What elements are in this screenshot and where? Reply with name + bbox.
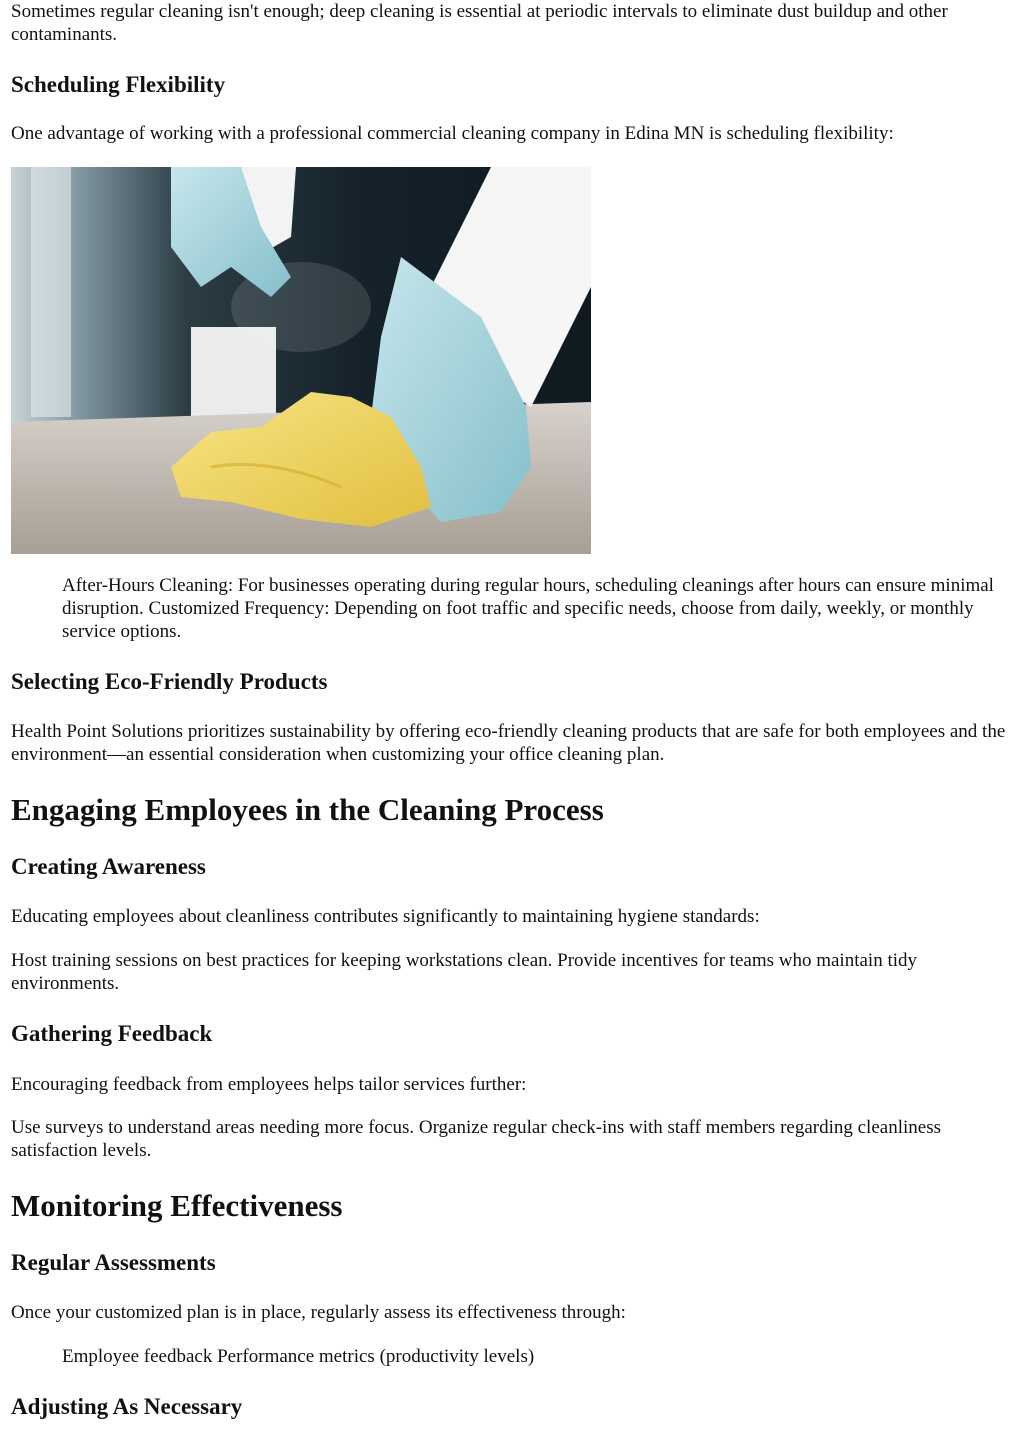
awareness-list: Host training sessions on best practices for keeping workstations clean. Provide incentives for teams who maintain tidy environments. bbox=[11, 950, 917, 994]
scheduling-heading: Scheduling Flexibility bbox=[11, 72, 226, 97]
assessments-heading: Regular Assessments bbox=[11, 1250, 216, 1275]
monitoring-heading: Monitoring Effectiveness bbox=[11, 1188, 343, 1223]
awareness-paragraph: Educating employees about cleanliness contributes significantly to maintaining hygiene standards: bbox=[11, 906, 760, 927]
cleaning-photo-illustration bbox=[11, 167, 591, 554]
eco-heading: Selecting Eco-Friendly Products bbox=[11, 669, 328, 694]
engaging-heading: Engaging Employees in the Cleaning Process bbox=[11, 792, 604, 827]
scheduling-paragraph: One advantage of working with a professional commercial cleaning company in Edina MN is scheduling flexibility: bbox=[11, 123, 894, 144]
feedback-heading: Gathering Feedback bbox=[11, 1021, 213, 1046]
intro-paragraph: Sometimes regular cleaning isn't enough; deep cleaning is essential at periodic intervals to eliminate dust buildup and other contaminants. bbox=[11, 1, 948, 45]
feedback-paragraph: Encouraging feedback from employees helps tailor services further: bbox=[11, 1074, 527, 1095]
awareness-heading: Creating Awareness bbox=[11, 854, 206, 879]
feedback-list: Use surveys to understand areas needing more focus. Organize regular check-ins with staff members regarding cleanliness satisfaction levels. bbox=[11, 1117, 941, 1161]
scheduling-list: After-Hours Cleaning: For businesses operating during regular hours, scheduling cleanings after hours can ensure minimal disruption. Customized Frequency: Depending on foot traffic and specific needs, choose from daily, weekly, or monthly service options. bbox=[62, 575, 994, 642]
cleaning-photo bbox=[11, 167, 591, 554]
eco-paragraph: Health Point Solutions prioritizes sustainability by offering eco-friendly cleaning products that are safe for both employees and the environment—an essential consideration when customizing your office cleaning plan. bbox=[11, 721, 1006, 765]
assessments-paragraph: Once your customized plan is in place, regularly assess its effectiveness through: bbox=[11, 1302, 626, 1323]
adjusting-heading: Adjusting As Necessary bbox=[11, 1394, 243, 1419]
assessments-list: Employee feedback Performance metrics (productivity levels) bbox=[62, 1346, 535, 1367]
